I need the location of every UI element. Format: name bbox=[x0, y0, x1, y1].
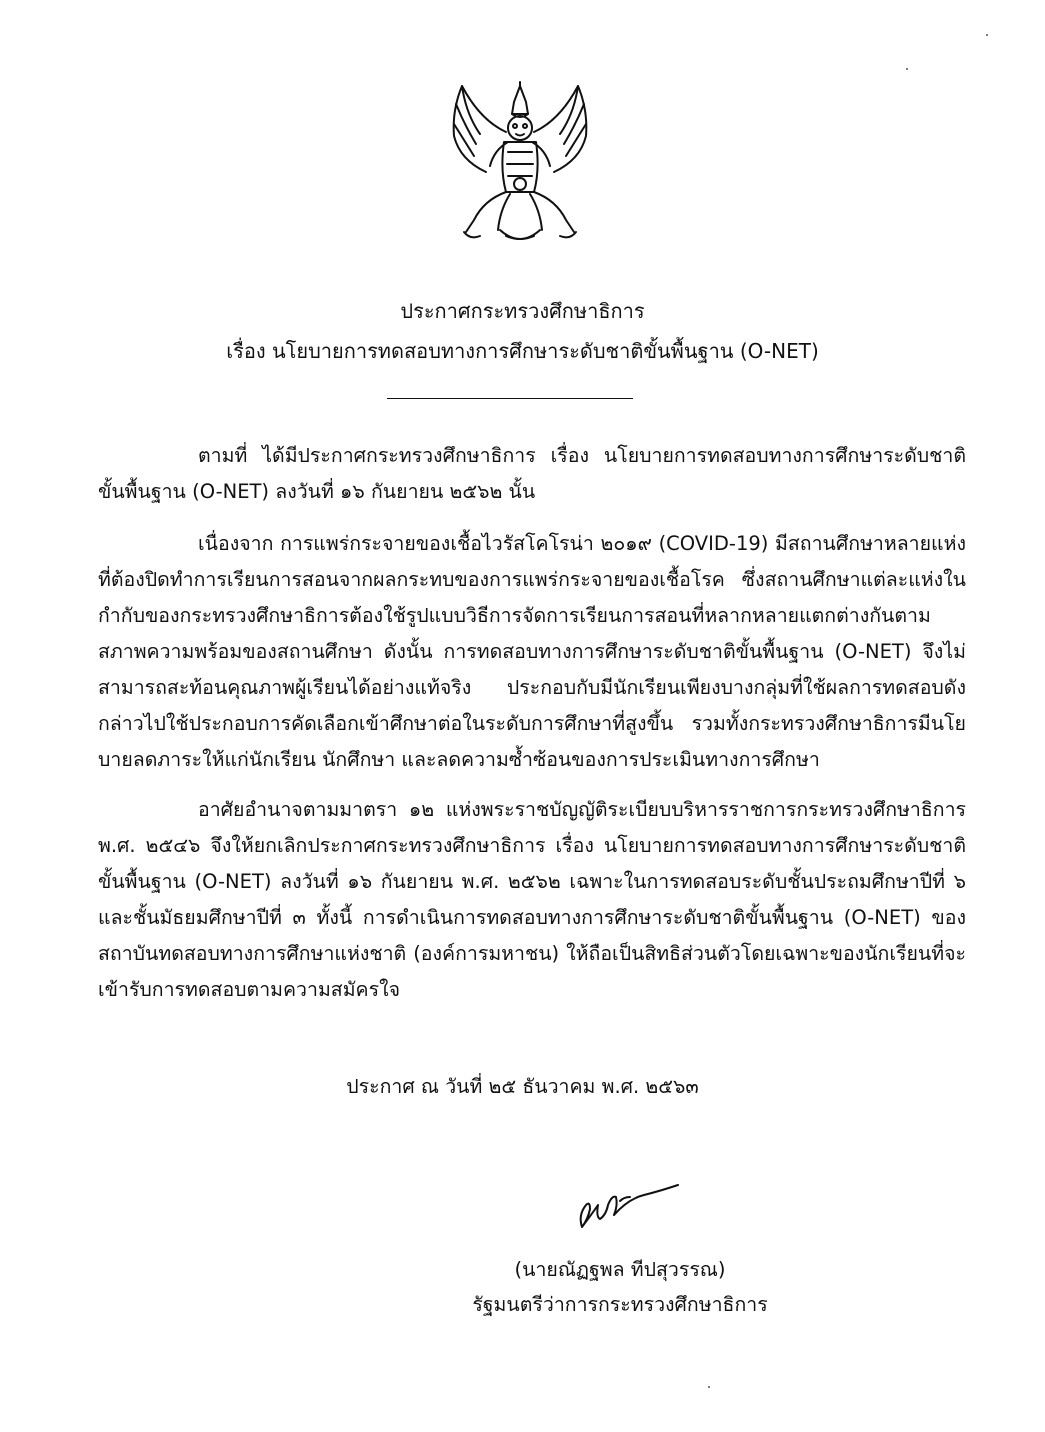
scan-speck bbox=[986, 34, 988, 36]
announcement-title: ประกาศกระทรวงศึกษาธิการ bbox=[400, 299, 645, 323]
paragraph-reason-text: เนื่องจาก การแพร่กระจายของเชื้อไวรัสโคโรน่า ๒๐๑๙ (COVID-19) มีสถานศึกษาหลายแห่งที่ต้องปิดทำการเรียนการสอนจากผลกระทบของการแพร่กระจายของเชื้อโรค ซึ่งสถานศึกษาแต่ละแห่งในกำกับของกระทรวงศึกษาธิการต้องใช้รูปแบบวิธีการจัดการเรียนการสอนที่หลากหลายแตกต่างกันตามสภาพความพร้อมของสถานศึกษา ดังนั้น การทดสอบทางการศึกษาระดับชาติขั้นพื้นฐาน (O-NET) จึงไม่สามารถสะท้อนคุณภาพผู้เรียนได้อย่างแท้จริง ประกอบกับมีนักเรียนเพียงบางกลุ่มที่ใช้ผลการทดสอบดังกล่าวไปใช้ประกอบการคัดเลือกเข้าศึกษาต่อในระดับการศึกษาที่สูงขึ้น รวมทั้งกระทรวงศึกษาธิการมีนโยบายลดภาระให้แก่นักเรียน นักศึกษา และลดความซ้ำซ้อนของการประเมินทางการศึกษา bbox=[98, 532, 966, 771]
paragraph-reference-text: ตามที่ ได้มีประกาศกระทรวงศึกษาธิการ เรื่อง นโยบายการทดสอบทางการศึกษาระดับชาติขั้นพื้นฐาน (O-NET) ลงวันที่ ๑๖ กันยายน ๒๕๖๒ นั้น bbox=[98, 444, 966, 503]
garuda-emblem-icon bbox=[440, 80, 600, 248]
scan-speck bbox=[708, 1386, 710, 1388]
paragraph-reference bbox=[98, 438, 966, 510]
handwritten-signature-icon bbox=[568, 1175, 692, 1235]
paragraph-order bbox=[98, 792, 966, 1008]
announcement-date: ประกาศ ณ วันที่ ๒๕ ธันวาคม พ.ศ. ๒๕๖๓ bbox=[346, 1075, 699, 1098]
scan-speck bbox=[906, 68, 908, 70]
signer-position: รัฐมนตรีว่าการกระทรวงศึกษาธิการ bbox=[472, 1293, 768, 1316]
paragraph-order-text: อาศัยอำนาจตามมาตรา ๑๒ แห่งพระราชบัญญัติระเบียบบริหารราชการกระทรวงศึกษาธิการ พ.ศ. ๒๕๔๖ จึงให้ยกเลิกประกาศกระทรวงศึกษาธิการ เรื่อง นโยบายการทดสอบทางการศึกษาระดับชาติขั้นพื้นฐาน (O-NET) ลงวันที่ ๑๖ กันยายน พ.ศ. ๒๕๖๒ เฉพาะในการทดสอบระดับชั้นประถมศึกษาปีที่ ๖ และชั้นมัธยมศึกษาปีที่ ๓ ทั้งนี้ การดำเนินการทดสอบทางการศึกษาระดับชาติขั้นพื้นฐาน (O-NET) ของสถาบันทดสอบทางการศึกษาแห่งชาติ (องค์การมหาชน) ให้ถือเป็นสิทธิส่วนตัวโดยเฉพาะของนักเรียนที่จะเข้ารับการทดสอบตามความสมัครใจ bbox=[98, 798, 966, 1001]
paragraph-reason bbox=[98, 526, 966, 778]
signer-name: (นายณัฏฐพล ทีปสุวรรณ) bbox=[514, 1258, 726, 1281]
announcement-subject: เรื่อง นโยบายการทดสอบทางการศึกษาระดับชาติขั้นพื้นฐาน (O-NET) bbox=[226, 339, 819, 363]
title-divider bbox=[387, 398, 633, 399]
